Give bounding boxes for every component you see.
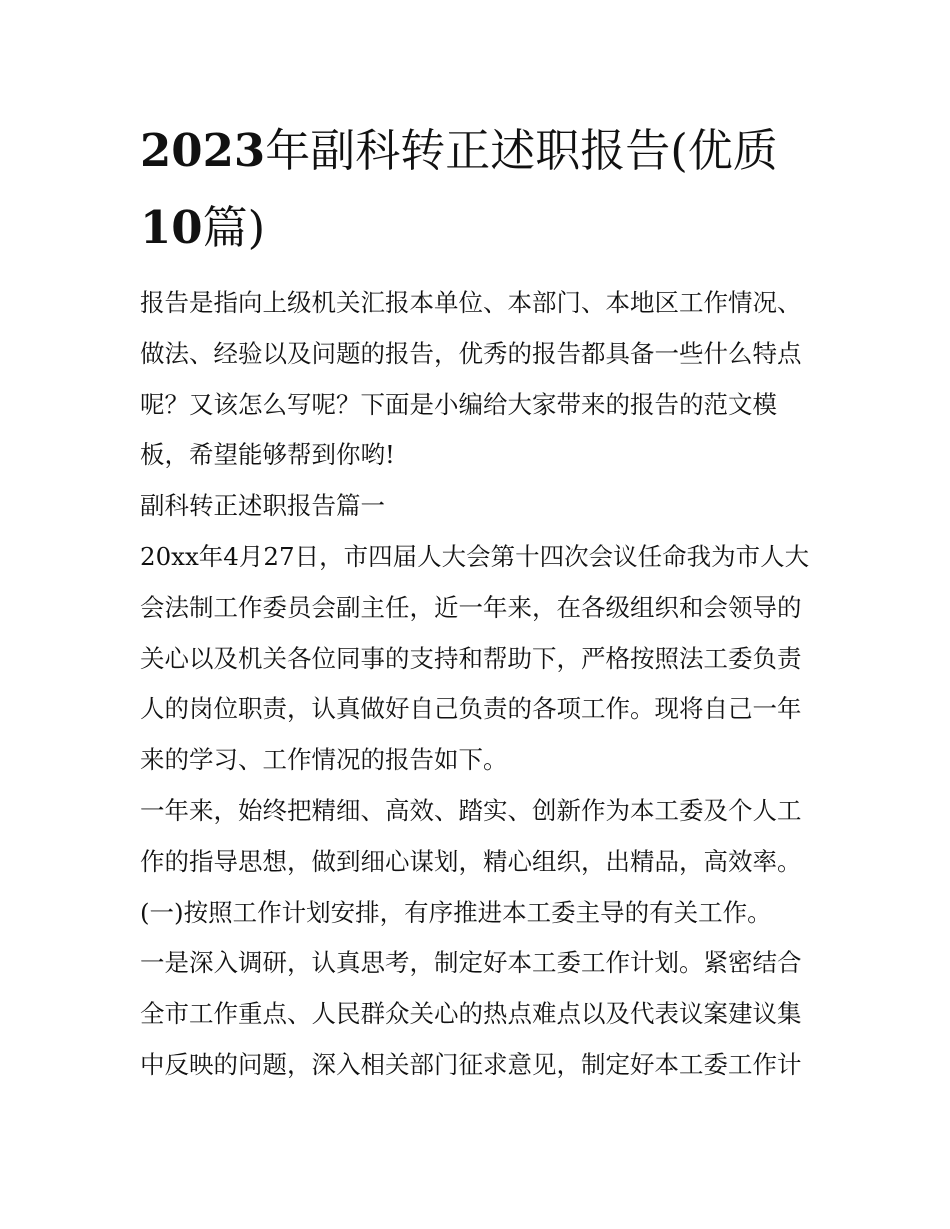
title-count: 10 xyxy=(140,201,203,254)
title-year: 2023 xyxy=(140,124,266,177)
title-text-main: 年副科转正述职报告(优质 xyxy=(265,124,778,177)
document-title xyxy=(140,112,820,266)
section-heading: 副科转正述职报告篇一 xyxy=(140,491,385,521)
body-paragraph: 一是深入调研，认真思考，制定好本工委工作计划。紧密结合全市工作重点、人民群众关心的热点难点以及代表议案建议集中反映的问题，深入相关部门征求意见，制定好本工委工作计 xyxy=(140,948,802,1079)
title-text-end: 篇) xyxy=(202,201,266,254)
body-paragraph: 一年来，始终把精细、高效、踏实、创新作为本工委及个人工作的指导思想，做到细心谋划，精心组织，出精品，高效率。 xyxy=(140,795,802,876)
body-paragraph: 20xx年4月27日，市四届人大会第十四次会议任命我为市人大会法制工作委员会副主任，近一年来，在各级组织和会领导的关心以及机关各位同事的支持和帮助下，严格按照法工委负责人的岗位职责，认真做好自己负责的各项工作。现将自己一年来的学习、工作情况的报告如下。 xyxy=(140,541,810,775)
body-paragraph: (一)按照工作计划安排，有序推进本工委主导的有关工作。 xyxy=(140,897,772,927)
document-body xyxy=(140,278,820,1091)
intro-paragraph: 报告是指向上级机关汇报本单位、本部门、本地区工作情况、做法、经验以及问题的报告，优秀的报告都具备一些什么特点呢？又该怎么写呢？下面是小编给大家带来的报告的范文模板，希望能够帮到你哟! xyxy=(140,288,802,470)
